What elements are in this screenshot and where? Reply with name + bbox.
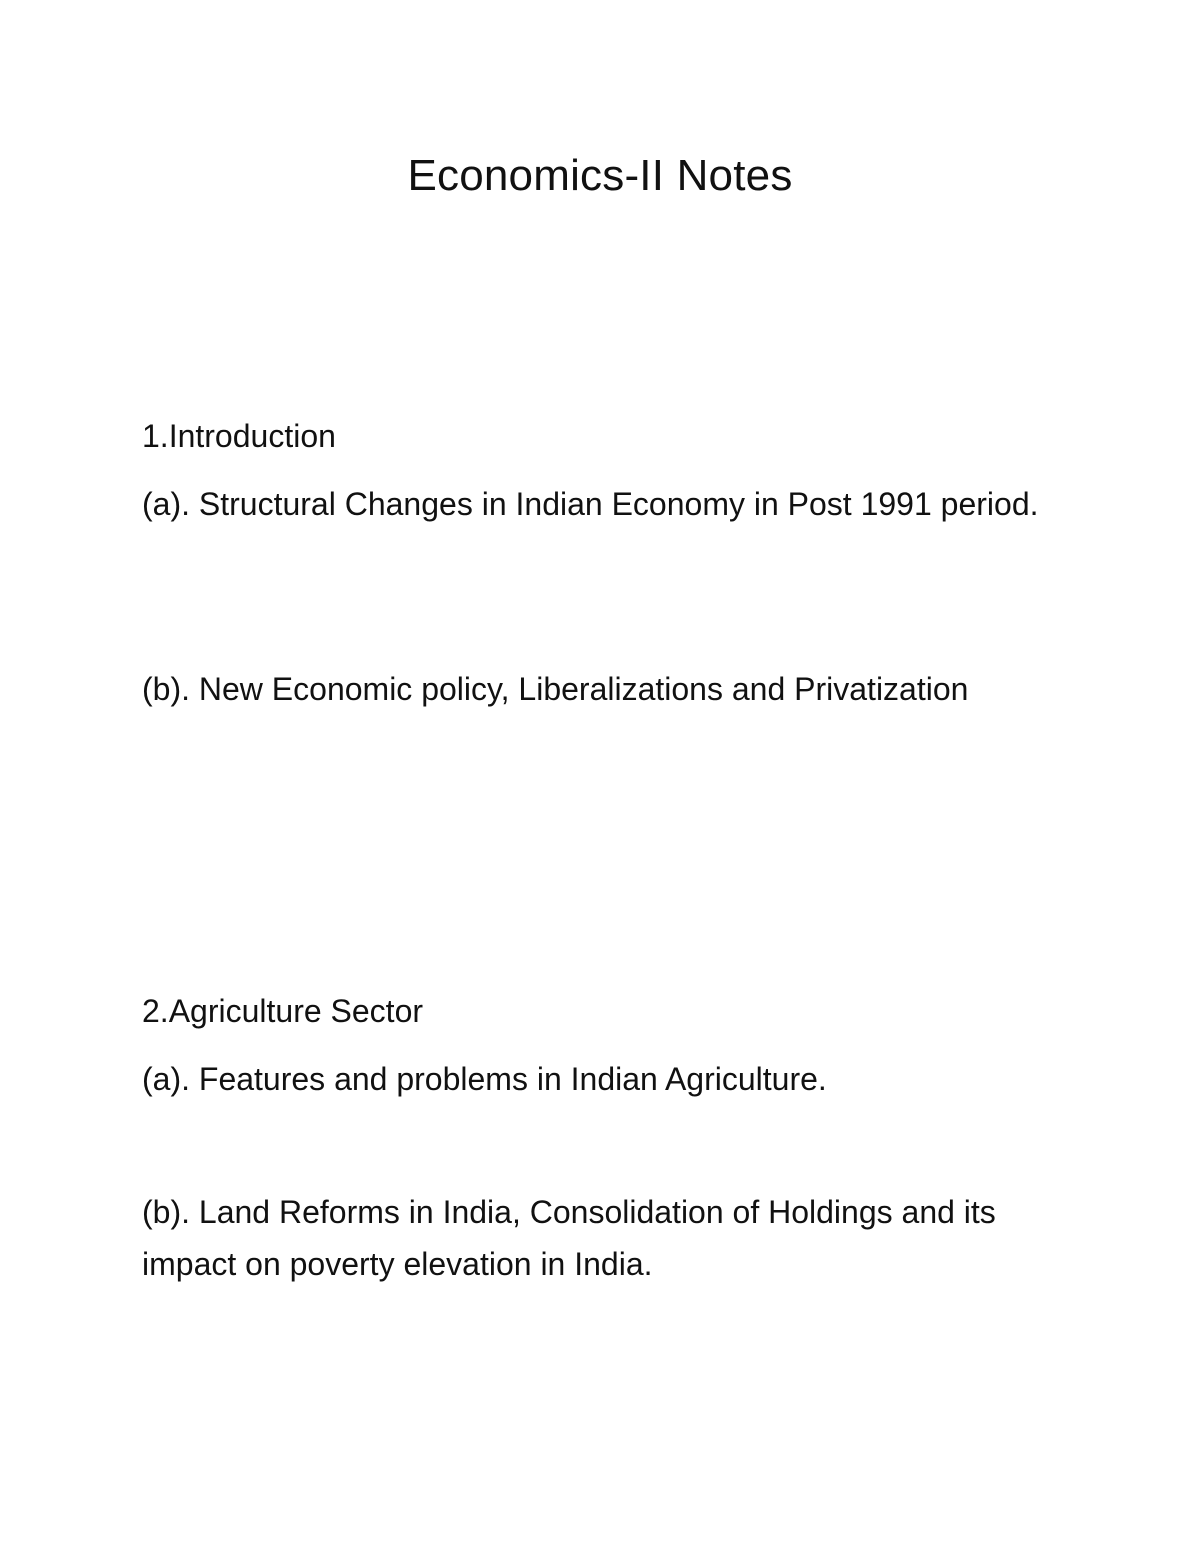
agriculture-item-b: (b). Land Reforms in India, Consolidation of Holdings and its impact on poverty elevation in India.	[142, 1194, 996, 1282]
introduction-item-b: (b). New Economic policy, Liberalizations and Privatization	[142, 671, 969, 707]
section-heading-agriculture: 2.Agriculture Sector	[142, 993, 424, 1029]
introduction-item-a: (a). Structural Changes in Indian Economy in Post 1991 period.	[142, 486, 1039, 522]
section-heading-introduction: 1.Introduction	[142, 418, 336, 454]
agriculture-item-a: (a). Features and problems in Indian Agriculture.	[142, 1061, 827, 1097]
document-title: Economics-II Notes	[407, 151, 793, 200]
